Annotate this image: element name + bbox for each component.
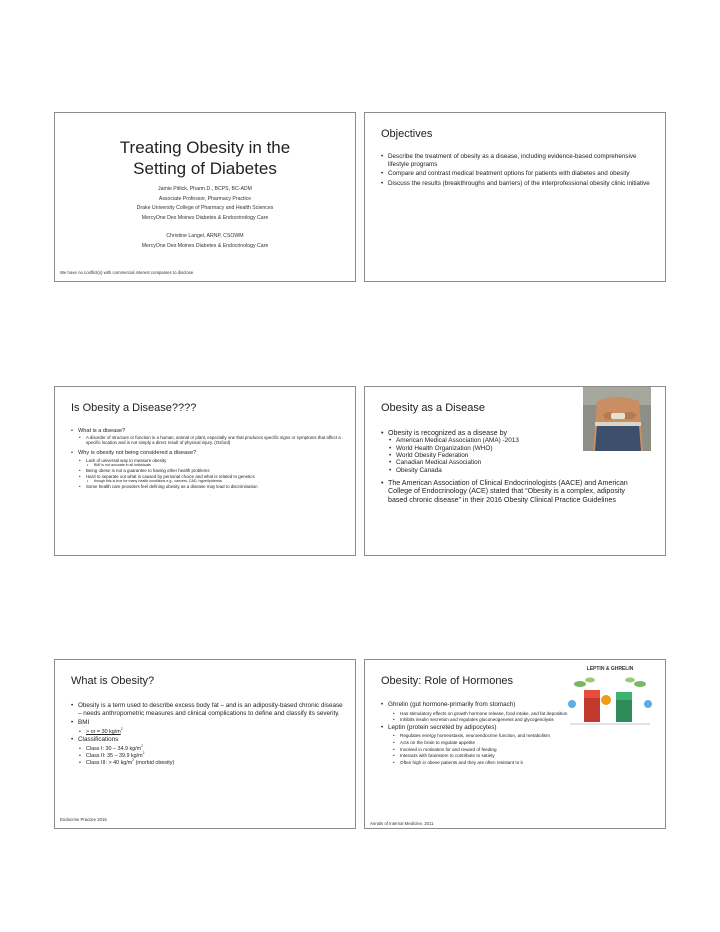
- bullet: • Obesity is recognized as a disease by: [381, 429, 645, 437]
- sub-bullet: • Involved in motivation for and reward of feeding: [393, 747, 655, 753]
- sub-bullet: • Often high in obese patients and they are often resistant to it: [393, 760, 655, 766]
- sub-bullet: • Hard to separate out what is caused by personal choice and what is related to genetics: [79, 474, 347, 479]
- slide-heading: Is Obesity a Disease????: [71, 402, 197, 414]
- bullet: • Describe the treatment of obesity as a disease, including evidence-based comprehensive lifestyle programs: [381, 153, 657, 168]
- bullet: • Compare and contrast medical treatment options for patients with diabetes and obesity: [381, 170, 657, 178]
- author-org: MercyOne Des Moines Diabetes & Endocrinology Care: [141, 214, 269, 221]
- author-org: MercyOne Des Moines Diabetes & Endocrinology Care: [141, 242, 269, 249]
- slide-what-is-obesity: [54, 659, 356, 829]
- bullet: • What is a disease?: [71, 428, 347, 434]
- slide-heading: Obesity: Role of Hormones: [381, 675, 514, 687]
- class-item: • Class II: 35 – 39.9 $kg/m^2$: [79, 753, 347, 759]
- presentation-title: Treating Obesity in the Setting of Diabetes: [119, 138, 291, 178]
- sub-bullet: • Lack of universal way to measure obesity: [79, 458, 347, 463]
- source-citation: Annals of Internal Medicine, 2011: [370, 821, 434, 826]
- slide-objectives: [364, 112, 666, 282]
- slide-heading: Obesity as a Disease: [381, 402, 485, 414]
- bullet: • Why is obesity not being considered a disease?: [71, 450, 347, 456]
- diagram-title: LEPTIN & GHRELIN: [586, 666, 634, 672]
- org-item: • Canadian Medical Association: [389, 459, 645, 466]
- slide-obesity-as-a-disease: [364, 386, 666, 556]
- org-item: • World Health Organization (WHO): [389, 445, 645, 452]
- sub-bullet: • Inhibits insulin secretion and regulates gluconeogenesis and glycogenolysis: [393, 717, 655, 723]
- sub-bullet: • Regulates energy homeostasis, neuroendocrine function, and metabolism: [393, 733, 655, 739]
- org-item: • American Medical Association (AMA) -2013: [389, 437, 645, 444]
- sub-bullet: • Acts on the brain to regulate appetite: [393, 740, 655, 746]
- sub-sub-bullet: • BMI is not accurate in all individuals: [87, 463, 347, 467]
- author-name: Christine Langel, ARNP, CSOWM: [166, 233, 244, 240]
- bullet: • Obesity is a term used to describe excess body fat – and is an adiposity-based chronic disease – needs anthropometric measures and clinical complications to define and classify its severity.: [71, 702, 347, 717]
- slide-is-obesity-a-disease: [54, 386, 356, 556]
- bullet: • Classifications: [71, 736, 347, 744]
- sub-sub-bullet: • though this is true for many health conditions e.g.: cancers, CAD, hyperlipidemia.: [87, 479, 347, 483]
- sub-bullet: • > or = 30 $kg/m^2$: [79, 729, 347, 735]
- class-item: • Class III: > 40 $kg/m^2$ (morbid obesity): [79, 760, 347, 766]
- sub-bullet: • Interacts with brainstem to contribute to satiety: [393, 753, 655, 759]
- org-item: • Obesity Canada: [389, 467, 645, 474]
- author-name: Jamie Pitlick, Pharm.D., BCPS, BC-ADM: [158, 186, 252, 192]
- bullet: • BMI: [71, 719, 347, 727]
- slide-role-of-hormones: [364, 659, 666, 829]
- slide-heading: What is Obesity?: [71, 675, 155, 687]
- source-citation: Endocrine Practice 2016: [60, 817, 107, 822]
- author-org: Drake University College of Pharmacy and Health Sciences: [136, 205, 274, 212]
- disclosure: We have no conflict(s) with commercial interest companies to disclose.: [60, 270, 195, 275]
- bullet: • Ghrelin (gut hormone-primarily from stomach): [381, 701, 655, 709]
- org-item: • World Obesity Federation: [389, 452, 645, 459]
- authors: [55, 185, 355, 252]
- sub-bullet: • Has stimulatory effects on growth hormone release, food intake, and fat deposition: [393, 711, 655, 717]
- class-item: • Class I: 30 – 34.9 $kg/m^2$: [79, 746, 347, 752]
- sub-bullet: • Being obese is not a guarantee to having other health problems: [79, 468, 347, 473]
- bullet: • Leptin (protein secreted by adipocytes): [381, 724, 655, 732]
- author-role: Associate Professor, Pharmacy Practice: [158, 195, 252, 202]
- sub-bullet: • Some health care providers feel defining obesity as a disease may lead to discrimination: [79, 484, 347, 489]
- slide-heading: Objectives: [381, 128, 433, 140]
- bullet: • The American Association of Clinical Endocrinologists (AACE) and American College of Endocrinology (ACE) stated that “Obesity is a complex, adiposity based chronic disease” in their 2016 Obesity Clinical Practice Guidelines: [381, 479, 645, 504]
- sub-bullet: • A disorder of structure or function in a human, animal or plant, especially one that produces specific signs or symptoms that affect a specific location and is not simply a direct result of physical injury. (Oxford): [79, 435, 347, 445]
- slide-title: [54, 112, 356, 282]
- bullet: • Discuss the results (breakthroughs and barriers) of the interprofessional obesity clinic initiative: [381, 180, 657, 188]
